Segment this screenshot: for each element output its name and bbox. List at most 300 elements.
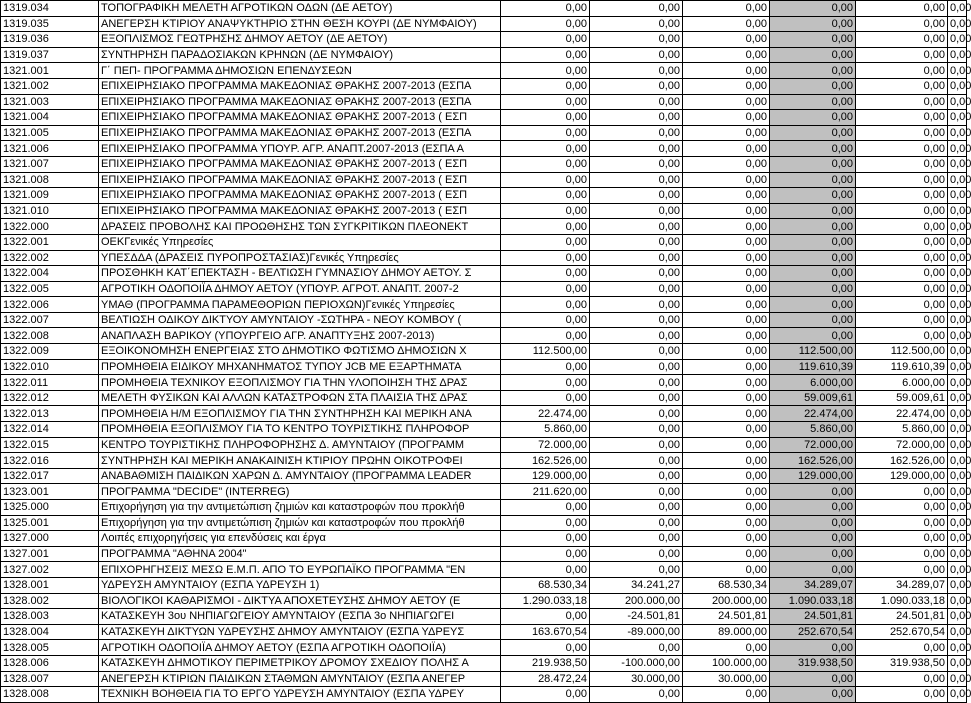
cell-code[interactable]: 1328.002 (1, 593, 99, 609)
cell-description[interactable]: ΕΠΙΧΕΙΡΗΣΙΑΚΟ ΠΡΟΓΡΑΜΜΑ ΜΑΚΕΔΟΝΙΑΣ ΘΡΑΚΗΣ 2007-2013 ( ΕΣΠ (99, 188, 501, 204)
cell-value-1[interactable]: 0,00 (501, 172, 590, 188)
cell-value-6[interactable]: 0,00 (948, 687, 967, 703)
cell-value-1[interactable]: 112.500,00 (501, 344, 590, 360)
cell-value-3[interactable]: 0,00 (683, 141, 770, 157)
cell-value-3[interactable]: 0,00 (683, 500, 770, 516)
cell-code[interactable]: 1325.000 (1, 500, 99, 516)
cell-description[interactable]: ΑΝΕΓΕΡΣΗ ΚΤΙΡΙΩΝ ΠΑΙΔΙΚΩΝ ΣΤΑΘΜΩΝ ΑΜΥΝΤΑΙΟΥ (ΕΣΠΑ ΑΝΕΓΕΡ (99, 671, 501, 687)
cell-code[interactable]: 1328.008 (1, 687, 99, 703)
cell-value-6[interactable]: 0,00 (948, 609, 967, 625)
cell-description[interactable]: ΚΕΝΤΡΟ ΤΟΥΡΙΣΤΙΚΗΣ ΠΛΗΡΟΦΟΡΗΣΗΣ Δ. ΑΜΥΝΤΑΙΟΥ (ΠΡΟΓΡΑΜΜ (99, 437, 501, 453)
cell-code[interactable]: 1321.002 (1, 78, 99, 94)
cell-value-2[interactable]: 0,00 (590, 172, 683, 188)
cell-value-1[interactable]: 0,00 (501, 531, 590, 547)
cell-value-1[interactable]: 0,00 (501, 312, 590, 328)
cell-value-6[interactable]: 0,00 (948, 624, 967, 640)
cell-value-3[interactable]: 0,00 (683, 110, 770, 126)
cell-value-4[interactable]: 319.938,50 (770, 655, 856, 671)
cell-value-3[interactable]: 0,00 (683, 422, 770, 438)
cell-value-6[interactable]: 0,00 (948, 203, 967, 219)
cell-value-5[interactable]: 22.474,00 (856, 406, 948, 422)
cell-description[interactable]: ΚΑΤΑΣΚΕΥΗ ΔΙΚΤΥΩΝ ΥΔΡΕΥΣΗΣ ΔΗΜΟΥ ΑΜΥΝΤΑΙΟΥ (ΕΣΠΑ ΥΔΡΕΥΣ (99, 624, 501, 640)
cell-value-4[interactable]: 0,00 (770, 687, 856, 703)
cell-value-3[interactable]: 0,00 (683, 687, 770, 703)
cell-value-1[interactable]: 0,00 (501, 359, 590, 375)
cell-description[interactable]: ΕΠΙΧΕΙΡΗΣΙΑΚΟ ΠΡΟΓΡΑΜΜΑ ΜΑΚΕΔΟΝΙΑΣ ΘΡΑΚΗΣ 2007-2013 (ΕΣΠΑ (99, 78, 501, 94)
cell-value-1[interactable]: 211.620,00 (501, 484, 590, 500)
cell-description[interactable]: ΠΡΟΣΘΗΚΗ ΚΑΤ΄ΕΠΕΚΤΑΣΗ - ΒΕΛΤΙΩΣΗ ΓΥΜΝΑΣΙΟΥ ΔΗΜΟΥ ΑΕΤΟΥ. Σ (99, 266, 501, 282)
cell-value-5[interactable]: 34.289,07 (856, 577, 948, 593)
cell-value-5[interactable]: 0,00 (856, 172, 948, 188)
cell-value-5[interactable]: 112.500,00 (856, 344, 948, 360)
cell-value-5[interactable]: 129.000,00 (856, 468, 948, 484)
cell-value-5[interactable]: 0,00 (856, 234, 948, 250)
cell-code[interactable]: 1321.005 (1, 125, 99, 141)
cell-value-2[interactable]: 30.000,00 (590, 671, 683, 687)
cell-value-6[interactable]: 0,00 (948, 468, 967, 484)
cell-description[interactable]: ΑΓΡΟΤΙΚΗ ΟΔΟΠΟΙΪΑ ΔΗΜΟΥ ΑΕΤΟΥ (ΥΠΟΥΡ. ΑΓΡΟΤ. ΑΝΑΠΤ. 2007-2 (99, 281, 501, 297)
cell-value-4[interactable]: 0,00 (770, 219, 856, 235)
cell-value-5[interactable]: 0,00 (856, 141, 948, 157)
cell-value-3[interactable]: 0,00 (683, 437, 770, 453)
cell-description[interactable]: ΕΠΙΧΟΡΗΓΗΣΕΙΣ ΜΕΣΩ Ε.Μ.Π. ΑΠΟ ΤΟ ΕΥΡΩΠΑΪΚΟ ΠΡΟΓΡΑΜΜΑ "ΕΝ (99, 562, 501, 578)
cell-value-4[interactable]: 0,00 (770, 297, 856, 313)
cell-code[interactable]: 1327.000 (1, 531, 99, 547)
cell-value-5[interactable]: 0,00 (856, 500, 948, 516)
cell-value-1[interactable]: 0,00 (501, 250, 590, 266)
cell-description[interactable]: ΑΝΑΒΑΘΜΙΣΗ ΠΑΙΔΙΚΩΝ ΧΑΡΩΝ Δ. ΑΜΥΝΤΑΙΟΥ (ΠΡΟΓΡΑΜΜΑ LEADER (99, 468, 501, 484)
cell-value-2[interactable]: 0,00 (590, 437, 683, 453)
cell-value-5[interactable]: 0,00 (856, 94, 948, 110)
cell-value-1[interactable]: 0,00 (501, 94, 590, 110)
cell-value-5[interactable]: 0,00 (856, 156, 948, 172)
cell-value-3[interactable]: 0,00 (683, 406, 770, 422)
cell-value-6[interactable]: 0,00 (948, 593, 967, 609)
cell-description[interactable]: ΕΠΙΧΕΙΡΗΣΙΑΚΟ ΠΡΟΓΡΑΜΜΑ ΜΑΚΕΔΟΝΙΑΣ ΘΡΑΚΗΣ 2007-2013 (ΕΣΠΑ (99, 125, 501, 141)
cell-value-2[interactable]: 0,00 (590, 110, 683, 126)
cell-value-6[interactable]: 0,00 (948, 250, 967, 266)
cell-value-1[interactable]: 0,00 (501, 297, 590, 313)
cell-code[interactable]: 1322.016 (1, 453, 99, 469)
cell-value-3[interactable]: 0,00 (683, 1, 770, 17)
cell-code[interactable]: 1322.011 (1, 375, 99, 391)
cell-value-1[interactable]: 0,00 (501, 32, 590, 48)
cell-code[interactable]: 1322.015 (1, 437, 99, 453)
cell-value-6[interactable]: 0,00 (948, 375, 967, 391)
cell-value-5[interactable]: 0,00 (856, 671, 948, 687)
cell-value-2[interactable]: 0,00 (590, 16, 683, 32)
cell-code[interactable]: 1328.003 (1, 609, 99, 625)
cell-value-1[interactable]: 0,00 (501, 500, 590, 516)
cell-description[interactable]: ΒΕΛΤΙΩΣΗ ΟΔΙΚΟΥ ΔΙΚΤΥΟΥ ΑΜΥΝΤΑΙΟΥ -ΣΩΤΗΡΑ - ΝΕΟΥ ΚΟΜΒΟΥ ( (99, 312, 501, 328)
cell-value-6[interactable]: 0,00 (948, 125, 967, 141)
cell-value-5[interactable]: 0,00 (856, 125, 948, 141)
cell-value-3[interactable]: 30.000,00 (683, 671, 770, 687)
cell-code[interactable]: 1328.006 (1, 655, 99, 671)
cell-code[interactable]: 1322.004 (1, 266, 99, 282)
cell-code[interactable]: 1321.010 (1, 203, 99, 219)
cell-value-1[interactable]: 0,00 (501, 188, 590, 204)
cell-description[interactable]: ΤΕΧΝΙΚΗ ΒΟΗΘΕΙΑ ΓΙΑ ΤΟ ΕΡΓΟ ΥΔΡΕΥΣΗ ΑΜΥΝΤΑΙΟΥ (ΕΣΠΑ ΥΔΡΕΥ (99, 687, 501, 703)
cell-value-4[interactable]: 0,00 (770, 1, 856, 17)
cell-value-3[interactable]: 0,00 (683, 344, 770, 360)
cell-value-6[interactable]: 0,00 (948, 16, 967, 32)
cell-value-4[interactable]: 22.474,00 (770, 406, 856, 422)
cell-value-3[interactable]: 0,00 (683, 562, 770, 578)
cell-value-4[interactable]: 0,00 (770, 250, 856, 266)
cell-value-4[interactable]: 0,00 (770, 78, 856, 94)
cell-value-3[interactable]: 0,00 (683, 234, 770, 250)
cell-code[interactable]: 1322.002 (1, 250, 99, 266)
cell-value-4[interactable]: 0,00 (770, 266, 856, 282)
cell-value-5[interactable]: 0,00 (856, 640, 948, 656)
cell-value-6[interactable]: 0,00 (948, 359, 967, 375)
cell-value-3[interactable]: 0,00 (683, 375, 770, 391)
cell-value-4[interactable]: 0,00 (770, 234, 856, 250)
cell-description[interactable]: Επιχορήγηση για την αντιμετώπιση ζημιών και καταστροφών που προκλήθ (99, 500, 501, 516)
cell-value-3[interactable]: 0,00 (683, 312, 770, 328)
cell-value-1[interactable]: 0,00 (501, 375, 590, 391)
cell-value-3[interactable]: 0,00 (683, 16, 770, 32)
cell-value-6[interactable]: 0,00 (948, 671, 967, 687)
cell-value-3[interactable]: 100.000,00 (683, 655, 770, 671)
cell-value-1[interactable]: 0,00 (501, 328, 590, 344)
cell-value-6[interactable]: 0,00 (948, 562, 967, 578)
cell-value-3[interactable]: 0,00 (683, 47, 770, 63)
cell-value-5[interactable]: 0,00 (856, 562, 948, 578)
cell-value-3[interactable]: 0,00 (683, 531, 770, 547)
cell-value-2[interactable]: 0,00 (590, 515, 683, 531)
cell-value-2[interactable]: -89.000,00 (590, 624, 683, 640)
cell-value-3[interactable]: 0,00 (683, 78, 770, 94)
cell-value-5[interactable]: 0,00 (856, 312, 948, 328)
cell-value-5[interactable]: 0,00 (856, 188, 948, 204)
cell-value-1[interactable]: 219.938,50 (501, 655, 590, 671)
cell-value-2[interactable]: 34.241,27 (590, 577, 683, 593)
cell-description[interactable]: ΜΕΛΕΤΗ ΦΥΣΙΚΩΝ ΚΑΙ ΑΛΛΩΝ ΚΑΤΑΣΤΡΟΦΩΝ ΣΤΑ ΠΛΑΙΣΙΑ ΤΗΣ ΔΡΑΣ (99, 390, 501, 406)
cell-value-6[interactable]: 0,00 (948, 406, 967, 422)
cell-value-3[interactable]: 68.530,34 (683, 577, 770, 593)
cell-value-3[interactable]: 0,00 (683, 468, 770, 484)
cell-description[interactable]: ΕΠΙΧΕΙΡΗΣΙΑΚΟ ΠΡΟΓΡΑΜΜΑ ΥΠΟΥΡ. ΑΓΡ. ΑΝΑΠΤ.2007-2013 (ΕΣΠΑ Α (99, 141, 501, 157)
cell-value-4[interactable]: 0,00 (770, 47, 856, 63)
cell-description[interactable]: ΕΠΙΧΕΙΡΗΣΙΑΚΟ ΠΡΟΓΡΑΜΜΑ ΜΑΚΕΔΟΝΙΑΣ ΘΡΑΚΗΣ 2007-2013 ( ΕΣΠ (99, 172, 501, 188)
cell-description[interactable]: ΚΑΤΑΣΚΕΥΗ ΔΗΜΟΤΙΚΟΥ ΠΕΡΙΜΕΤΡΙΚΟΥ ΔΡΟΜΟΥ ΣΧΕΔΙΟΥ ΠΟΛΗΣ Α (99, 655, 501, 671)
cell-value-5[interactable]: 0,00 (856, 531, 948, 547)
cell-value-1[interactable]: 0,00 (501, 266, 590, 282)
cell-value-2[interactable]: 0,00 (590, 47, 683, 63)
cell-code[interactable]: 1321.004 (1, 110, 99, 126)
cell-value-4[interactable]: 0,00 (770, 63, 856, 79)
cell-value-3[interactable]: 0,00 (683, 250, 770, 266)
cell-code[interactable]: 1322.014 (1, 422, 99, 438)
cell-value-3[interactable]: 0,00 (683, 32, 770, 48)
cell-value-5[interactable]: 0,00 (856, 250, 948, 266)
cell-value-5[interactable]: 0,00 (856, 78, 948, 94)
cell-value-6[interactable]: 0,00 (948, 94, 967, 110)
cell-value-2[interactable]: 0,00 (590, 531, 683, 547)
cell-value-2[interactable]: 0,00 (590, 234, 683, 250)
cell-value-4[interactable]: 0,00 (770, 500, 856, 516)
cell-value-5[interactable]: 0,00 (856, 32, 948, 48)
cell-value-3[interactable]: 0,00 (683, 484, 770, 500)
cell-code[interactable]: 1322.000 (1, 219, 99, 235)
cell-value-2[interactable]: 0,00 (590, 687, 683, 703)
cell-value-3[interactable]: 0,00 (683, 453, 770, 469)
cell-value-2[interactable]: 0,00 (590, 500, 683, 516)
cell-value-4[interactable]: 59.009,61 (770, 390, 856, 406)
cell-code[interactable]: 1319.037 (1, 47, 99, 63)
cell-value-1[interactable]: 0,00 (501, 110, 590, 126)
cell-value-2[interactable]: 0,00 (590, 406, 683, 422)
cell-value-2[interactable]: -24.501,81 (590, 609, 683, 625)
cell-description[interactable]: ΥΠΕΣΔΔΑ (ΔΡΑΣΕΙΣ ΠΥΡΟΠΡΟΣΤΑΣΙΑΣ)Γενικές Υπηρεσίες (99, 250, 501, 266)
cell-code[interactable]: 1327.001 (1, 546, 99, 562)
cell-value-2[interactable]: 0,00 (590, 375, 683, 391)
cell-value-5[interactable]: 252.670,54 (856, 624, 948, 640)
cell-value-6[interactable]: 0,00 (948, 32, 967, 48)
cell-value-3[interactable]: 0,00 (683, 328, 770, 344)
cell-value-5[interactable]: 0,00 (856, 47, 948, 63)
cell-code[interactable]: 1321.007 (1, 156, 99, 172)
cell-value-4[interactable]: 0,00 (770, 141, 856, 157)
cell-value-3[interactable]: 200.000,00 (683, 593, 770, 609)
cell-description[interactable]: ΠΡΟΓΡΑΜΜΑ "ΑΘΗΝΑ 2004" (99, 546, 501, 562)
cell-value-2[interactable]: 0,00 (590, 156, 683, 172)
cell-value-3[interactable]: 89.000,00 (683, 624, 770, 640)
cell-description[interactable]: ΔΡΑΣΕΙΣ ΠΡΟΒΟΛΗΣ ΚΑΙ ΠΡΟΩΘΗΣΗΣ ΤΩΝ ΣΥΓΚΡΙΤΙΚΩΝ ΠΛΕΟΝΕΚΤ (99, 219, 501, 235)
cell-value-2[interactable]: 0,00 (590, 546, 683, 562)
cell-value-1[interactable]: 28.472,24 (501, 671, 590, 687)
cell-code[interactable]: 1322.007 (1, 312, 99, 328)
cell-code[interactable]: 1321.006 (1, 141, 99, 157)
cell-value-6[interactable]: 0,00 (948, 531, 967, 547)
cell-value-2[interactable]: 0,00 (590, 203, 683, 219)
cell-value-6[interactable]: 0,00 (948, 172, 967, 188)
cell-code[interactable]: 1322.013 (1, 406, 99, 422)
cell-value-2[interactable]: 0,00 (590, 78, 683, 94)
cell-value-6[interactable]: 0,00 (948, 47, 967, 63)
cell-value-2[interactable]: 0,00 (590, 328, 683, 344)
cell-value-3[interactable]: 0,00 (683, 640, 770, 656)
cell-value-6[interactable]: 0,00 (948, 156, 967, 172)
cell-description[interactable]: ΕΠΙΧΕΙΡΗΣΙΑΚΟ ΠΡΟΓΡΑΜΜΑ ΜΑΚΕΔΟΝΙΑΣ ΘΡΑΚΗΣ 2007-2013 ( ΕΣΠ (99, 110, 501, 126)
cell-description[interactable]: ΠΡΟΓΡΑΜΜΑ "DECIDE" (INTERREG) (99, 484, 501, 500)
cell-value-4[interactable]: 0,00 (770, 172, 856, 188)
cell-value-5[interactable]: 0,00 (856, 219, 948, 235)
cell-value-5[interactable]: 319.938,50 (856, 655, 948, 671)
cell-value-2[interactable]: 0,00 (590, 312, 683, 328)
cell-value-1[interactable]: 0,00 (501, 141, 590, 157)
cell-code[interactable]: 1328.004 (1, 624, 99, 640)
cell-code[interactable]: 1319.036 (1, 32, 99, 48)
cell-value-2[interactable]: 0,00 (590, 94, 683, 110)
cell-value-4[interactable]: 0,00 (770, 203, 856, 219)
cell-value-1[interactable]: 0,00 (501, 156, 590, 172)
cell-value-6[interactable]: 0,00 (948, 78, 967, 94)
cell-value-4[interactable]: 34.289,07 (770, 577, 856, 593)
cell-value-6[interactable]: 0,00 (948, 390, 967, 406)
cell-value-2[interactable]: 0,00 (590, 297, 683, 313)
cell-value-4[interactable]: 0,00 (770, 531, 856, 547)
cell-value-3[interactable]: 0,00 (683, 546, 770, 562)
cell-value-5[interactable]: 5.860,00 (856, 422, 948, 438)
cell-value-2[interactable]: 0,00 (590, 344, 683, 360)
cell-value-1[interactable]: 0,00 (501, 47, 590, 63)
cell-code[interactable]: 1321.008 (1, 172, 99, 188)
cell-value-1[interactable]: 0,00 (501, 609, 590, 625)
cell-description[interactable]: ΑΓΡΟΤΙΚΗ ΟΔΟΠΟΙΪΑ ΔΗΜΟΥ ΑΕΤΟΥ (ΕΣΠΑ ΑΓΡΟΤΙΚΗ ΟΔΟΠΟΙΪΑ) (99, 640, 501, 656)
cell-value-1[interactable]: 0,00 (501, 203, 590, 219)
cell-value-1[interactable]: 5.860,00 (501, 422, 590, 438)
cell-value-4[interactable]: 5.860,00 (770, 422, 856, 438)
cell-value-6[interactable]: 0,00 (948, 312, 967, 328)
cell-description[interactable]: ΕΞΟΠΛΙΣΜΟΣ ΓΕΩΤΡΗΣΗΣ ΔΗΜΟΥ ΑΕΤΟΥ (ΔΕ ΑΕΤΟΥ) (99, 32, 501, 48)
cell-code[interactable]: 1322.008 (1, 328, 99, 344)
cell-value-5[interactable]: 0,00 (856, 63, 948, 79)
cell-value-1[interactable]: 162.526,00 (501, 453, 590, 469)
cell-code[interactable]: 1322.010 (1, 359, 99, 375)
cell-value-6[interactable]: 0,00 (948, 219, 967, 235)
cell-value-2[interactable]: 0,00 (590, 562, 683, 578)
cell-description[interactable]: ΕΠΙΧΕΙΡΗΣΙΑΚΟ ΠΡΟΓΡΑΜΜΑ ΜΑΚΕΔΟΝΙΑΣ ΘΡΑΚΗΣ 2007-2013 ( ΕΣΠ (99, 203, 501, 219)
cell-value-6[interactable]: 0,00 (948, 1, 967, 17)
cell-value-5[interactable]: 0,00 (856, 484, 948, 500)
cell-code[interactable]: 1319.035 (1, 16, 99, 32)
cell-code[interactable]: 1325.001 (1, 515, 99, 531)
cell-value-2[interactable]: 0,00 (590, 390, 683, 406)
cell-value-1[interactable]: 0,00 (501, 16, 590, 32)
cell-value-2[interactable]: 0,00 (590, 484, 683, 500)
cell-value-4[interactable]: 0,00 (770, 562, 856, 578)
cell-value-2[interactable]: 0,00 (590, 359, 683, 375)
cell-value-6[interactable]: 0,00 (948, 655, 967, 671)
cell-value-4[interactable]: 72.000,00 (770, 437, 856, 453)
cell-value-5[interactable]: 0,00 (856, 266, 948, 282)
cell-value-1[interactable]: 0,00 (501, 687, 590, 703)
cell-value-3[interactable]: 0,00 (683, 281, 770, 297)
cell-value-6[interactable]: 0,00 (948, 281, 967, 297)
cell-value-5[interactable]: 0,00 (856, 1, 948, 17)
cell-value-5[interactable]: 0,00 (856, 203, 948, 219)
cell-value-2[interactable]: 0,00 (590, 1, 683, 17)
cell-code[interactable]: 1327.002 (1, 562, 99, 578)
cell-value-4[interactable]: 0,00 (770, 640, 856, 656)
cell-value-3[interactable]: 0,00 (683, 94, 770, 110)
cell-value-1[interactable]: 0,00 (501, 1, 590, 17)
cell-value-5[interactable]: 162.526,00 (856, 453, 948, 469)
cell-value-6[interactable]: 0,00 (948, 515, 967, 531)
cell-value-4[interactable]: 0,00 (770, 546, 856, 562)
cell-value-2[interactable]: 0,00 (590, 453, 683, 469)
cell-code[interactable]: 1321.003 (1, 94, 99, 110)
cell-value-1[interactable]: 68.530,34 (501, 577, 590, 593)
cell-description[interactable]: ΟΕΚΓενικές Υπηρεσίες (99, 234, 501, 250)
cell-value-2[interactable]: 0,00 (590, 640, 683, 656)
cell-value-5[interactable]: 59.009,61 (856, 390, 948, 406)
cell-value-4[interactable]: 0,00 (770, 281, 856, 297)
cell-value-1[interactable]: 0,00 (501, 562, 590, 578)
cell-code[interactable]: 1328.005 (1, 640, 99, 656)
cell-value-5[interactable]: 119.610,39 (856, 359, 948, 375)
cell-value-3[interactable]: 0,00 (683, 297, 770, 313)
cell-value-2[interactable]: 0,00 (590, 63, 683, 79)
cell-value-6[interactable]: 0,00 (948, 422, 967, 438)
cell-code[interactable]: 1322.005 (1, 281, 99, 297)
cell-value-1[interactable]: 0,00 (501, 125, 590, 141)
cell-value-1[interactable]: 1.290.033,18 (501, 593, 590, 609)
cell-description[interactable]: Επιχορήγηση για την αντιμετώπιση ζημιών και καταστροφών που προκλήθ (99, 515, 501, 531)
cell-value-2[interactable]: 0,00 (590, 266, 683, 282)
cell-value-1[interactable]: 72.000,00 (501, 437, 590, 453)
cell-value-3[interactable]: 0,00 (683, 125, 770, 141)
cell-value-5[interactable]: 6.000,00 (856, 375, 948, 391)
cell-value-2[interactable]: 0,00 (590, 188, 683, 204)
cell-code[interactable]: 1321.001 (1, 63, 99, 79)
cell-value-5[interactable]: 1.090.033,18 (856, 593, 948, 609)
cell-value-4[interactable]: 119.610,39 (770, 359, 856, 375)
cell-value-4[interactable]: 252.670,54 (770, 624, 856, 640)
cell-value-4[interactable]: 0,00 (770, 32, 856, 48)
cell-value-3[interactable]: 24.501,81 (683, 609, 770, 625)
cell-value-5[interactable]: 0,00 (856, 328, 948, 344)
cell-description[interactable]: Λοιπές επιχορηγήσεις για επενδύσεις και έργα (99, 531, 501, 547)
cell-description[interactable]: ΠΡΟΜΗΘΕΙΑ ΤΕΧΝΙΚΟΥ ΕΞΟΠΛΙΣΜΟΥ ΓΙΑ ΤΗΝ ΥΛΟΠΟΙΗΣΗ ΤΗΣ ΔΡΑΣ (99, 375, 501, 391)
cell-description[interactable]: ΒΙΟΛΟΓΙΚΟΙ ΚΑΘΑΡΙΣΜΟΙ - ΔΙΚΤΥΑ ΑΠΟΧΕΤΕΥΣΗΣ ΔΗΜΟΥ ΑΕΤΟΥ (Ε (99, 593, 501, 609)
cell-value-5[interactable]: 0,00 (856, 16, 948, 32)
cell-value-4[interactable]: 162.526,00 (770, 453, 856, 469)
cell-value-4[interactable]: 0,00 (770, 328, 856, 344)
cell-value-1[interactable]: 0,00 (501, 546, 590, 562)
cell-value-6[interactable]: 0,00 (948, 141, 967, 157)
cell-value-4[interactable]: 0,00 (770, 484, 856, 500)
cell-value-5[interactable]: 0,00 (856, 515, 948, 531)
cell-value-3[interactable]: 0,00 (683, 63, 770, 79)
cell-value-1[interactable]: 22.474,00 (501, 406, 590, 422)
cell-value-4[interactable]: 6.000,00 (770, 375, 856, 391)
cell-value-6[interactable]: 0,00 (948, 188, 967, 204)
cell-value-4[interactable]: 0,00 (770, 156, 856, 172)
cell-value-1[interactable]: 0,00 (501, 78, 590, 94)
cell-value-5[interactable]: 0,00 (856, 687, 948, 703)
cell-value-3[interactable]: 0,00 (683, 156, 770, 172)
cell-description[interactable]: ΕΠΙΧΕΙΡΗΣΙΑΚΟ ΠΡΟΓΡΑΜΜΑ ΜΑΚΕΔΟΝΙΑΣ ΘΡΑΚΗΣ 2007-2013 ( ΕΣΠ (99, 156, 501, 172)
cell-description[interactable]: ΤΟΠΟΓΡΑΦΙΚΗ ΜΕΛΕΤΗ ΑΓΡΟΤΙΚΩΝ ΟΔΩΝ (ΔΕ ΑΕΤΟΥ) (99, 1, 501, 17)
cell-value-2[interactable]: 200.000,00 (590, 593, 683, 609)
cell-description[interactable]: ΣΥΝΤΗΡΗΣΗ ΠΑΡΑΔΟΣΙΑΚΩΝ ΚΡΗΝΩΝ (ΔΕ ΝΥΜΦΑΙΟΥ) (99, 47, 501, 63)
cell-code[interactable]: 1322.001 (1, 234, 99, 250)
cell-value-5[interactable]: 0,00 (856, 297, 948, 313)
cell-value-4[interactable]: 0,00 (770, 125, 856, 141)
cell-value-4[interactable]: 0,00 (770, 94, 856, 110)
cell-value-6[interactable]: 0,00 (948, 484, 967, 500)
cell-value-5[interactable]: 24.501,81 (856, 609, 948, 625)
cell-value-3[interactable]: 0,00 (683, 203, 770, 219)
cell-value-6[interactable]: 0,00 (948, 577, 967, 593)
cell-description[interactable]: ΕΠΙΧΕΙΡΗΣΙΑΚΟ ΠΡΟΓΡΑΜΜΑ ΜΑΚΕΔΟΝΙΑΣ ΘΡΑΚΗΣ 2007-2013 (ΕΣΠΑ (99, 94, 501, 110)
cell-value-1[interactable]: 163.670,54 (501, 624, 590, 640)
cell-description[interactable]: ΥΜΑΘ (ΠΡΟΓΡΑΜΜΑ ΠΑΡΑΜΕΘΟΡΙΩΝ ΠΕΡΙΟΧΩΝ)Γενικές Υπηρεσίες (99, 297, 501, 313)
cell-code[interactable]: 1322.017 (1, 468, 99, 484)
cell-value-2[interactable]: 0,00 (590, 32, 683, 48)
cell-value-4[interactable]: 1.090.033,18 (770, 593, 856, 609)
cell-value-2[interactable]: 0,00 (590, 141, 683, 157)
cell-value-6[interactable]: 0,00 (948, 110, 967, 126)
cell-value-5[interactable]: 0,00 (856, 281, 948, 297)
cell-description[interactable]: ΠΡΟΜΗΘΕΙΑ ΕΞΟΠΛΙΣΜΟΥ ΓΙΑ ΤΟ ΚΕΝΤΡΟ ΤΟΥΡΙΣΤΙΚΗΣ ΠΛΗΡΟΦΟΡ (99, 422, 501, 438)
cell-description[interactable]: Γ΄ ΠΕΠ- ΠΡΟΓΡΑΜΜΑ ΔΗΜΟΣΙΩΝ ΕΠΕΝΔΥΣΕΩΝ (99, 63, 501, 79)
cell-code[interactable]: 1319.034 (1, 1, 99, 17)
